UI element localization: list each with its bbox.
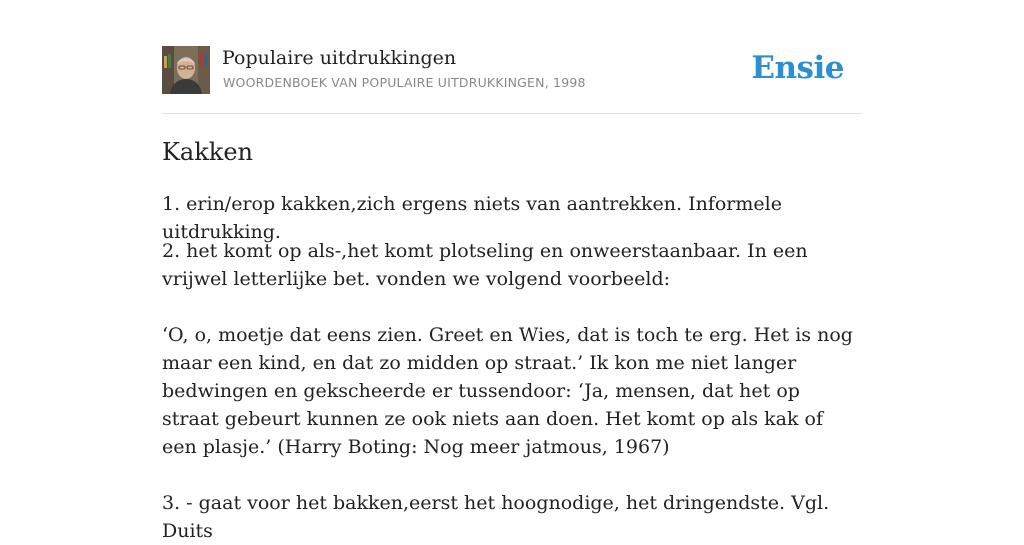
author-name[interactable]: Populaire uitdrukkingen [222, 47, 457, 69]
author-avatar[interactable] [162, 46, 210, 94]
entry-paragraph-2: 2. het komt op als-,het komt plotseling en onweerstaanbaar. In een vrijwel letterlijke bet. vonden we volgend voorbeeld: [162, 240, 808, 290]
header-divider [162, 113, 862, 114]
ensie-logo[interactable]: Ensie [751, 50, 844, 86]
author-avatar-photo-icon [162, 46, 210, 94]
quote-paragraph: ‘O, o, moetje dat eens zien. Greet en Wies, dat is toch te erg. Het is nog maar een kind, en dat zo midden op straat.’ Ik kon me niet langer bedwingen en gekscheerde er tussendoor: ‘Ja, mensen, dat het op straat gebeurt kunnen ze ook niets aan doen. Het komt op als kak of een plasje.’ (Harry Boting: Nog meer jatmous, 1967) [162, 324, 853, 458]
page-header [162, 46, 862, 96]
source-title[interactable]: WOORDENBOEK VAN POPULAIRE UITDRUKKINGEN, 1998 [223, 75, 586, 90]
entry-paragraph-3: 3. - gaat voor het bakken,eerst het hoognodige, het dringendste. Vgl. Duits [162, 492, 830, 542]
entry-paragraph-1: 1. erin/erop kakken,zich ergens niets van aantrekken. Informele uitdrukking. [162, 193, 782, 243]
page-title: Kakken [162, 138, 253, 166]
